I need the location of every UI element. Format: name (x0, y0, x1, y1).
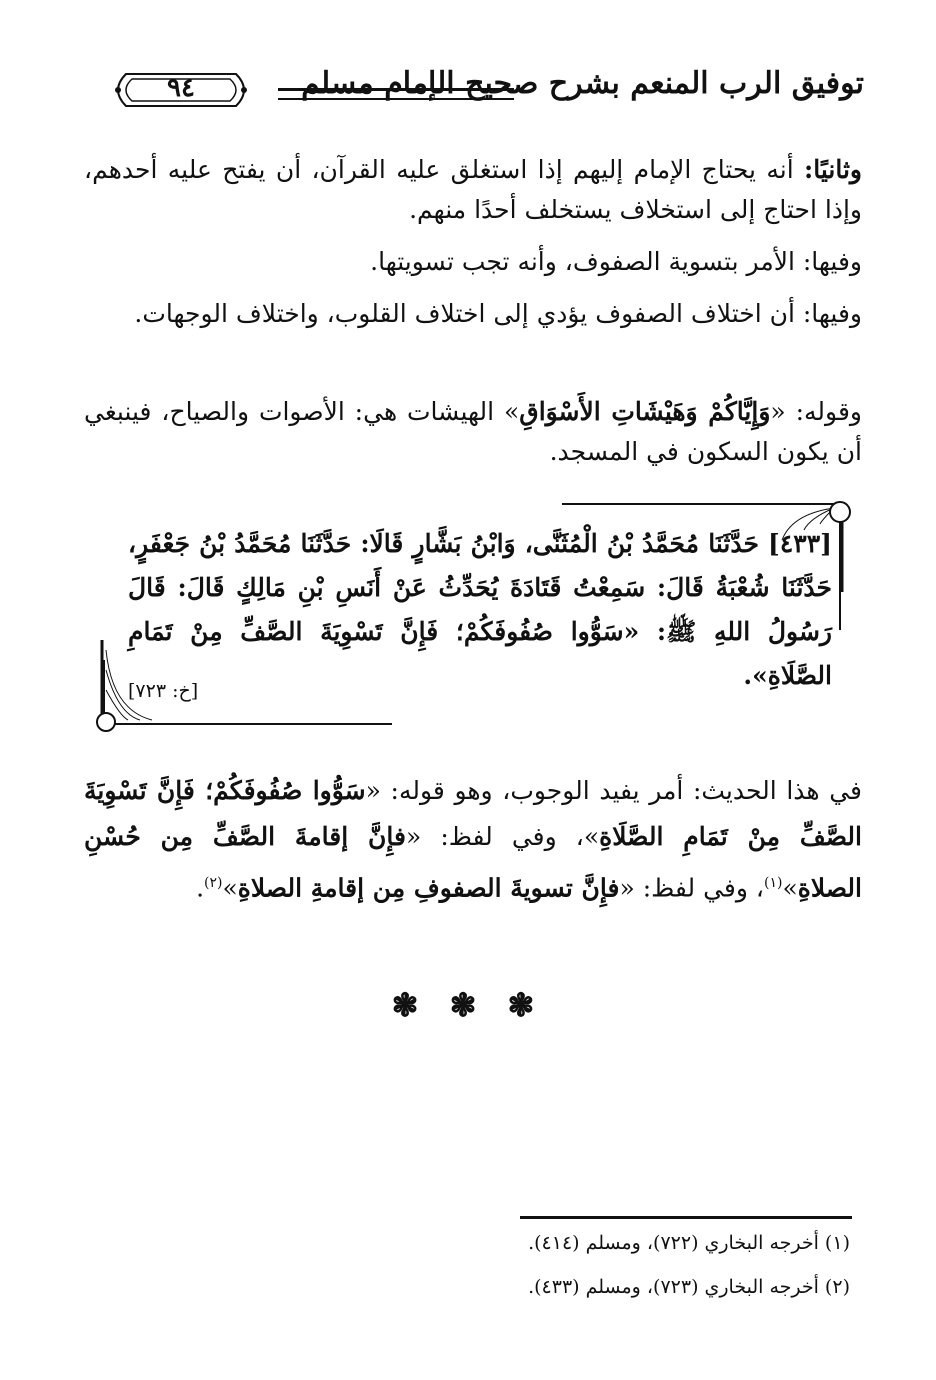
paragraph-lead: وثانيًا: (804, 155, 862, 184)
quote-close: » (782, 873, 798, 903)
commentary-text: ، وفي لفظ: « (619, 873, 764, 903)
full-stop: . (196, 873, 205, 903)
commentary-text: في هذا الحديث: أمر يفيد الوجوب، وهو قوله: « (365, 776, 862, 805)
hadith-reference: [خ: ٧٢٣] (128, 680, 199, 702)
quoted-phrase: وَإِيَّاكُمْ وَهَيْشَاتِ الأَسْوَاقِ (519, 397, 771, 426)
quote-close: » (222, 873, 238, 903)
quoted-hadith: سَوُّوا صُفُوفَكُمْ؛ فَإِنَّ تَسْوِيَةَ الصَّفِّ مِنْ تَمَامِ الصَّلَاةِ (84, 776, 862, 851)
footnote: (١) أخرجه البخاري (٧٢٢)، ومسلم (٤١٤). (528, 1232, 850, 1254)
page-number-badge (106, 70, 256, 110)
running-header (78, 62, 864, 122)
paragraph-commentary (84, 768, 862, 911)
paragraph-market-noise (84, 392, 862, 472)
paragraph-straightening-rows: وفيها: الأمر بتسوية الصفوف، وأنه تجب تسويتها. (370, 247, 862, 276)
quote-open: وقوله: « (770, 397, 862, 426)
footnote-marker[interactable]: (١) (763, 875, 783, 891)
book-title: توفيق الرب المنعم بشرح صحيح الإمام مسلم (301, 66, 864, 101)
section-separator: ❃ ❃ ❃ (391, 986, 545, 1024)
page-number: ٩٤ (167, 73, 195, 103)
quoted-variant: فإِنَّ إقامةَ الصَّفِّ مِن حُسْنِ الصلاةِ (84, 822, 862, 903)
footnote-marker[interactable]: (٢) (204, 875, 223, 891)
quoted-variant: فإِنَّ تسويةَ الصفوفِ مِن إقامةِ الصلاةِ (237, 873, 620, 903)
paragraph-hearts-differ: وفيها: أن اختلاف الصفوف يؤدي إلى اختلاف القلوب، واختلاف الوجهات. (134, 299, 862, 328)
header-rule (278, 88, 514, 100)
paragraph-text: » الهيشات هي: الأصوات والصياح، فينبغي أن يكون السكون في المسجد. (84, 397, 862, 466)
paragraph-secondly (84, 150, 862, 230)
footnote-rule (520, 1216, 852, 1219)
commentary-text: »، وفي لفظ: « (405, 822, 600, 851)
footnote: (٢) أخرجه البخاري (٧٢٣)، ومسلم (٤٣٣). (528, 1276, 850, 1298)
paragraph-text: أنه يحتاج الإمام إليهم إذا استغلق عليه القرآن، أن يفتح عليه أحدهم، وإذا احتاج إلى استخلاف يستخلف أحدًا منهم. (84, 155, 862, 224)
hadith-text: [٤٣٣] حَدَّثَنَا مُحَمَّدُ بْنُ الْمُثَنَّى، وَابْنُ بَشَّارٍ قَالَا: حَدَّثَنَا مُحَمَّدُ بْنُ جَعْفَرٍ، حَدَّثَنَا شُعْبَةُ قَالَ: سَمِعْتُ قَتَادَةَ يُحَدِّثُ عَنْ أَنَسِ بْنِ مَالِكٍ قَالَ: قَالَ رَسُولُ اللهِ ﷺ: «سَوُّوا صُفُوفَكُمْ؛ فَإِنَّ تَسْوِيَةَ الصَّفِّ مِنْ تَمَامِ الصَّلَاةِ». (128, 529, 832, 690)
